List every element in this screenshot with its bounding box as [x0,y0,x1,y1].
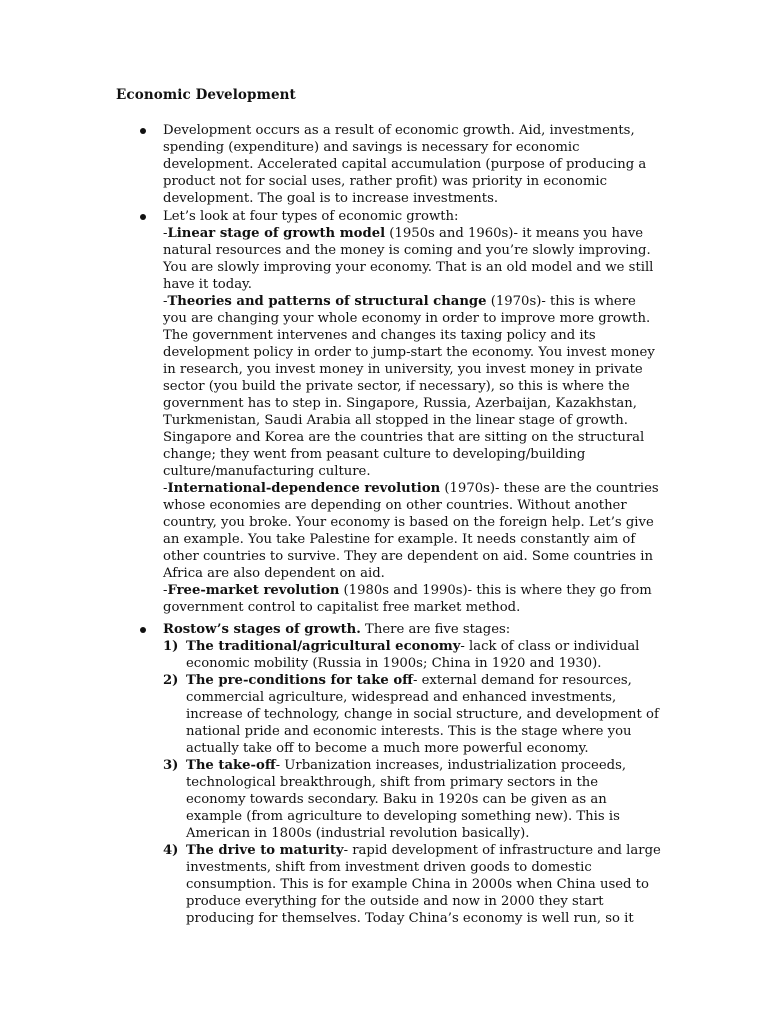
rostow-stage: The drive to maturity- rapid development of infrastructure and large investments, shift from investment driven goods to domestic consumption. This is for example China in 2000s when China used to produce everything for the outside and now in 2000 they start producing for themselves. Today China’s economy is well run, so it [186,843,661,926]
growth-type-item: -Linear stage of growth model (1950s and 1960s)- it means you have natural resources and the money is coming and you’re slowly improving. You are slowly improving your economy. That is an old model and we still have it today. [163,226,654,292]
growth-type-item: -Theories and patterns of structural change (1970s)- this is where you are changing your whole economy in order to improve more growth. The government intervenes and changes its taxing policy and its development policy in order to jump-start the economy. You invest money in research, you invest money in university, you invest money in private sector (you build the private sector, if necessary), so this is where the government has to step in. Singapore, Russia, Azerbaijan, Kazakhstan, Turkmenistan, Saudi Arabia all stopped in the linear stage of growth. Singapore and Korea are the countries that are sitting on the structural change; they went from peasant culture to developing/building culture/manufacturing culture. [163,294,655,479]
rostow-head: Rostow’s stages of growth. [163,622,361,637]
rostow-lead: There are five stages: [360,622,511,637]
rostow-stage: The pre-conditions for take off- external demand for resources, commercial agriculture, widespread and enhanced investments, increase of technology, change in social structure, and development of national pride and economic interests. This is the stage where you actually take off to become a much more powerful economy. [186,673,659,756]
bullet-dot [140,627,146,633]
growth-types-section [163,208,663,616]
rostow-heading [163,621,663,638]
growth-types-lead: Let’s look at four types of economic growth: [163,209,459,224]
stage-number: 1) [163,639,179,654]
intro-text: Development occurs as a result of economic growth. Aid, investments, spending (expenditure) and savings is necessary for economic development. Accelerated capital accumulation (purpose of producing a product not for social uses, rather profit) was priority in economic development. The goal is to increase investments. [163,123,647,206]
rostow-stage: The take-off- Urbanization increases, industrialization proceeds, technological breakthrough, shift from primary sectors in the economy towards secondary. Baku in 1920s can be given as an example (from agriculture to developing something new). This is American in 1800s (industrial revolution basically). [186,758,627,841]
stage-number: 4) [163,843,179,858]
page-title: Economic Development [116,87,296,103]
bullet-dot [140,214,146,220]
stage-number: 3) [163,758,179,773]
growth-type-item: -International-dependence revolution (1970s)- these are the countries whose economies are depending on other countries. Without another country, you broke. Your economy is based on the foreign help. Let’s give an example. You take Palestine for example. It needs constantly aim of other countries to survive. They are dependent on aid. Some countries in Africa are also dependent on aid. [163,481,659,581]
intro-paragraph [163,122,663,207]
growth-type-item: -Free-market revolution (1980s and 1990s)- this is where they go from government control to capitalist free market method. [163,583,652,615]
stage-number: 2) [163,673,179,688]
rostow-stage: The traditional/agricultural economy- lack of class or individual economic mobility (Russia in 1900s; China in 1920 and 1930). [186,639,640,671]
bullet-dot [140,128,146,134]
